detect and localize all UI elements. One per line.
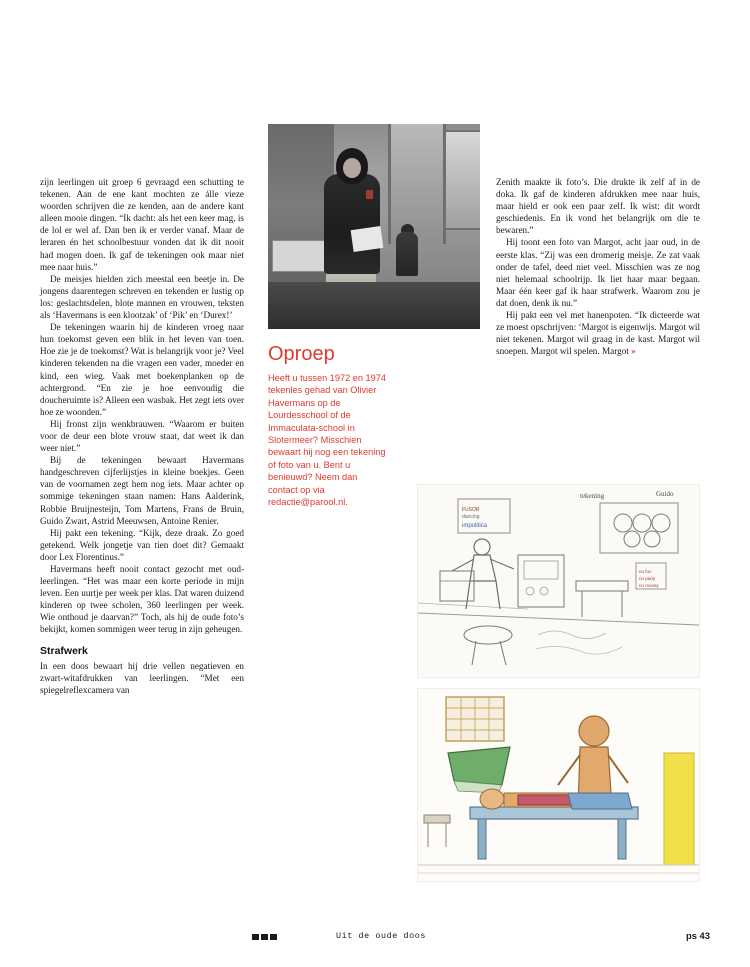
svg-text:impolitica: impolitica [462,523,488,529]
paragraph: Zenith maakte ik foto’s. Die drukte ik zelf af in de doka. Ik gaf de kinderen afdrukken mee naar huis, maar hield er ook een paar zelf. Ik wist: dit wordt geschiedenis. En ik vond het belangrijk om die te bewaren.” [496,177,700,236]
svg-text:no fun: no fun [639,569,652,574]
footer-section-label: Uit de oude doos [336,931,427,941]
article-column-left [40,176,244,696]
paragraph: Hij toont een foto van Margot, acht jaar oud, in de eerste klas. “Zij was een dromerig meisje. Ze zat vaak onder de tafel, deed niet veel. Misschien was ze nog niet helemaal schoolrijp. Ik liet haar maar begaan. Maar één keer gaf ik haar strafwerk. Waarom zou je dat doen, denk ik nu.” [496,237,700,308]
paragraph: De meisjes hielden zich meestal een beetje in. De jongens daarentegen schreven en tekenden er lustig op los: geslachtsdelen, blote mannen en vrouwen, teksten als ‘Havermans is een klootzak’ of ‘Pik’ en ‘Durex!’ [40,273,244,321]
paragraph [496,309,700,357]
photo-desk-foreground [268,282,480,329]
svg-text:FUSOR: FUSOR [462,507,480,513]
paragraph: Hij fronst zijn wenkbrauwen. “Waarom er buiten voor de deur een blote vrouw staat, dat weet ik dan weer niet.” [40,418,244,454]
footer-square [270,934,277,940]
drawing-color-operating-room [417,688,700,882]
svg-text:no party: no party [639,576,656,581]
photo-paper-sheet [351,226,384,252]
article-column-middle [268,124,480,508]
footer-square [261,934,268,940]
footer-square [252,934,259,940]
photo-chalkboard [272,240,326,272]
drawing-label-2: Guido [656,490,674,498]
paragraph-text: Hij pakt een vel met hanenpoten. “Ik dicteerde wat ze moest opschrijven: ‘Margot is eigenwijs. Margot wil niet tekenen. Margot wil graag in de kast. Margot wil snoepen. Margot wil spelen. Margot [496,310,700,357]
paragraph: Hij pakt een tekening. “Kijk, deze draak. Zo goed getekend. Welk jongetje van tien doet dit? Gemaakt door Lex Florentinus.” [40,527,244,562]
svg-text:dancing: dancing [462,514,480,520]
paragraph: De tekeningen waarin hij de kinderen vroeg naar hun toekomst geven een blik in het leven van toen. Hoe zie je de toekomst? Wat is belangrijk voor je? Veel kinderen tekenden na die vragen een vader, moeder en kind, een wieg. Vaak met boekenplanken op de achtergrond. “En zie je hoe eenvoudig die doucheruimte is? Alleen een wasbak. Het zegt iets over hoe ze woonden.” [40,322,244,417]
drawing-pencil-svg [418,485,699,677]
section-subheading: Strafwerk [40,644,88,657]
photo-window [444,130,480,230]
photo-figure-body [324,174,380,274]
footer-page-number: ps 43 [686,930,710,941]
photo-child-body [396,232,418,276]
photo-red-detail [366,190,373,199]
continuation-marker: » [631,346,636,357]
callout-paragraph: Heeft u tussen 1972 en 1974 tekenles gehad van Olivier Havermans op de Lourdesschool of de Immaculata-school in Slotermeer? Misschien bewaart hij nog een tekening of foto van u. Bent u benieuwd? Neem dan contact op via redactie@parool.nl. [268,373,386,508]
paragraph: Bij de tekeningen bewaart Havermans handgeschreven cijferlijstjes in kleine boekjes. Geen van de voornamen zegt hem nog iets. Maar achter op sommige tekeningen staan namen: Hans Aalderink, Robbie Bruijnesteijn, Tom Martens, Frans de Bruin, Guido Zwart, Astrid Meeuwsen, Antoine Renier. [40,455,244,526]
callout-text [268,372,386,508]
drawing-pencil-room [417,484,700,678]
paragraph: zijn leerlingen uit groep 6 gevraagd een schutting te tekenen. Aan de ene kant mochten ze álle vieze woorden schrijven die ze kenden, aan de andere kant alleen mooie dingen. “Ik dacht: als het een keer mag, is de lol er wel af. Dan ben ik er verder vanaf. Maar de leraren én het schoolbestuur vonden dat ik dit nooit had mogen doen. Ik gaf de tekeningen ook maar niet mee naar huis.” [40,177,244,272]
photo-figure-face [343,158,361,178]
paragraph: Havermans heeft nooit contact gezocht met oud-leerlingen. “Het was maar een korte periode in mijn leven. Een uurtje per week per klas. Dat waren duizend kinderen op twee scholen, 360 leerlingen per week. Wie onthoud je daarvan?” Toch, als hij de oude foto’s bekijkt, komen sommigen weer terug in zijn geheugen. [40,564,244,635]
photo-doorframe [388,124,446,244]
svg-text:no money: no money [639,583,659,588]
drawing-color-svg [418,689,699,881]
article-column-right [496,176,700,357]
callout-title: Oproep [268,343,335,365]
photo-classroom [268,124,480,329]
footer-marker [252,934,277,940]
paragraph: In een doos bewaart hij drie vellen negatieven en zwart-witafdrukken van leerlingen. “Met een spiegelreflexcamera van [40,660,244,695]
drawing-label-1: tekening [580,492,605,500]
